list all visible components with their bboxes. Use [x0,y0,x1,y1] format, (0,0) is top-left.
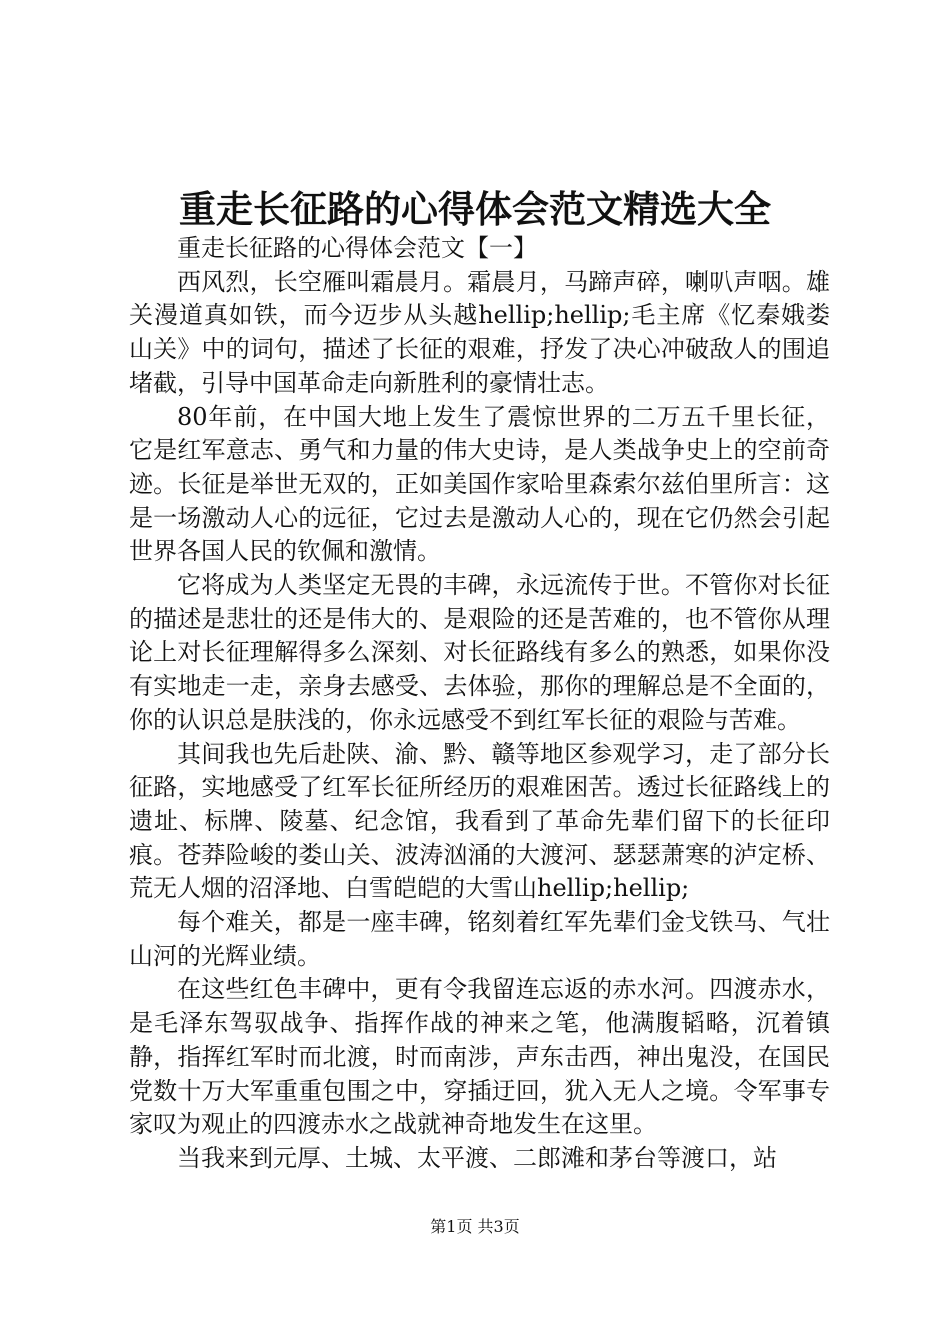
document-body [129,232,830,1176]
paragraph: 它将成为人类坚定无畏的丰碑，永远流传于世。不管你对长征的描述是悲壮的还是伟大的、是艰险的还是苦难的，也不管你从理论上对长征理解得多么深刻、对长征路线有多么的熟悉，如果你没有实地走一走，亲身去感受、去体验，那你的理解总是不全面的，你的认识总是肤浅的，你永远感受不到红军长征的艰险与苦难。 [129,571,830,734]
paragraph: 每个难关，都是一座丰碑，铭刻着红军先辈们金戈铁马、气壮山河的光辉业绩。 [129,908,830,970]
paragraph-heading: 重走长征路的心得体会范文【一】 [177,234,537,262]
document-title: 重走长征路的心得体会范文精选大全 [179,187,771,231]
paragraph: 西风烈，长空雁叫霜晨月。霜晨月，马蹄声碎，喇叭声咽。雄关漫道真如铁，而今迈步从头越hellip;hellip;毛主席《忆秦娥娄山关》中的词句，描述了长征的艰难，抒发了决心冲破敌人的围追堵截，引导中国革命走向新胜利的豪情壮志。 [129,267,830,397]
paragraph: 其间我也先后赴陕、渝、黔、赣等地区参观学习，走了部分长征路，实地感受了红军长征所经历的艰难困苦。透过长征路线上的遗址、标牌、陵墓、纪念馆，我看到了革命先辈们留下的长征印痕。苍莽险峻的娄山关、波涛汹涌的大渡河、瑟瑟萧寒的泸定桥、荒无人烟的沼泽地、白雪皑皑的大雪山hellip;hellip; [129,739,830,903]
paragraph: 当我来到元厚、土城、太平渡、二郎滩和茅台等渡口，站 [177,1143,777,1172]
page-footer: 第1页 共3页 [430,1217,520,1236]
paragraph: 80年前，在中国大地上发生了震惊世界的二万五千里长征，它是红军意志、勇气和力量的伟大史诗，是人类战争史上的空前奇迹。长征是举世无双的，正如美国作家哈里森索尔兹伯里所言：这是一场激动人心的远征，它过去是激动人心的，现在它仍然会引起世界各国人民的钦佩和激情。 [129,402,830,566]
paragraph: 在这些红色丰碑中，更有令我留连忘返的赤水河。四渡赤水，是毛泽东驾驭战争、指挥作战的神来之笔，他满腹韬略，沉着镇静，指挥红军时而北渡，时而南涉，声东击西，神出鬼没，在国民党数十万大军重重包围之中，穿插迂回，犹入无人之境。令军事专家叹为观止的四渡赤水之战就神奇地发生在这里。 [129,975,830,1139]
